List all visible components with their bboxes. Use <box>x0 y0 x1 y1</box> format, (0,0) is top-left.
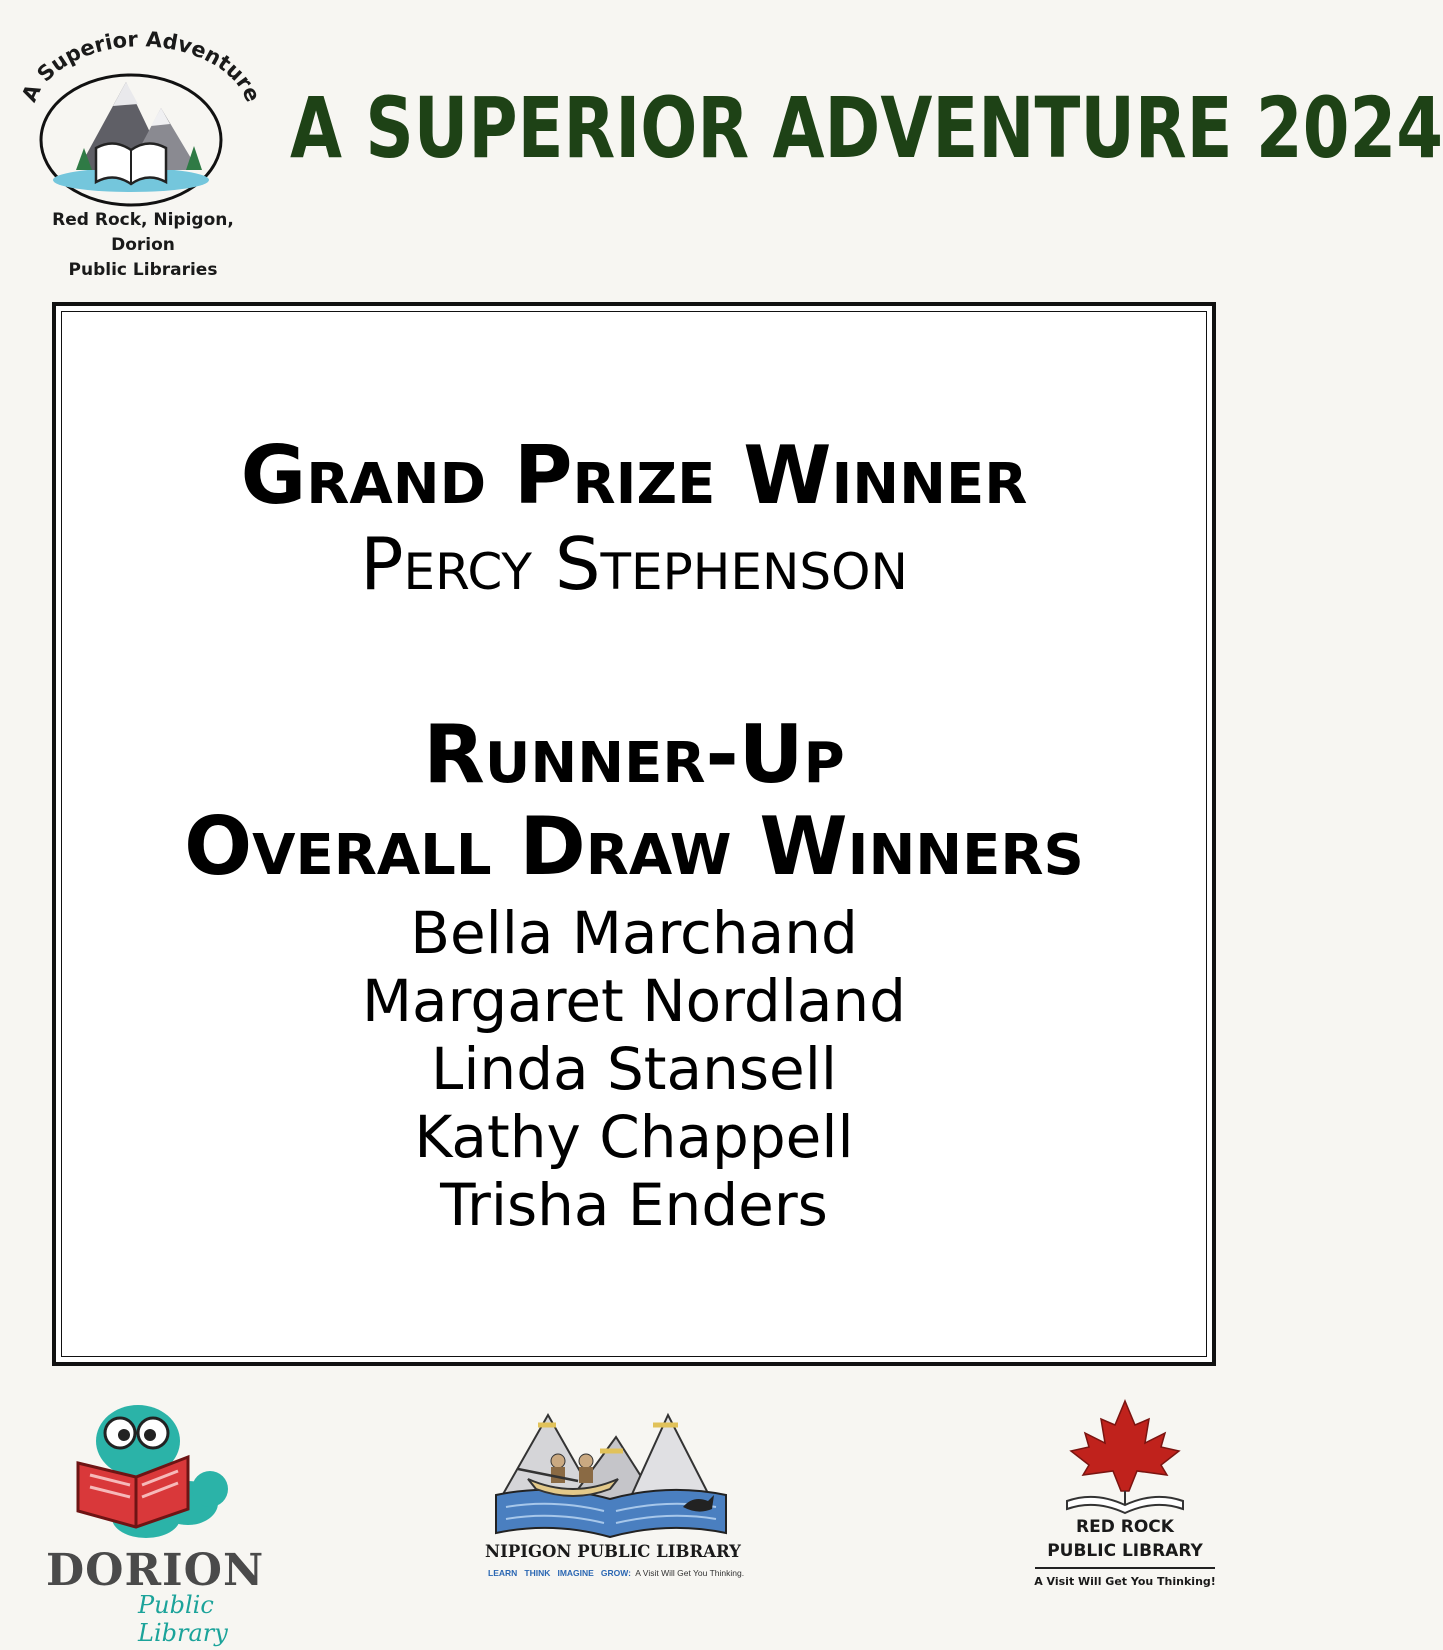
winners-panel-inner <box>61 311 1207 1357</box>
runner-up-winners-list <box>62 899 1206 1239</box>
tagline-word: IMAGINE <box>557 1568 594 1578</box>
runner-up-winner: Margaret Nordland <box>362 967 906 1035</box>
logo-arc-text: A Superior Adventure <box>18 27 266 106</box>
redrock-name-line1: RED ROCK <box>1076 1517 1174 1537</box>
superior-adventure-logo <box>18 20 268 280</box>
logo-caption-line2: Public Libraries <box>68 260 218 280</box>
nipigon-library-tagline <box>488 1568 748 1578</box>
bookworm-mascot-icon <box>38 1393 258 1543</box>
logo-caption-line1: Red Rock, Nipigon, Dorion <box>52 210 234 255</box>
canoe-mountains-book-icon <box>478 1395 748 1540</box>
redrock-divider <box>1035 1567 1215 1569</box>
dorion-library-logo <box>38 1393 265 1647</box>
grand-prize-heading: Grand Prize Winner <box>240 429 1028 522</box>
grand-prize-section <box>62 430 1206 606</box>
tagline-tail: A Visit Will Get You Thinking. <box>635 1568 745 1578</box>
redrock-library-name <box>1025 1515 1225 1563</box>
runner-up-winner: Linda Stansell <box>431 1035 837 1103</box>
runner-up-winner: Trisha Enders <box>440 1171 828 1239</box>
nipigon-library-logo <box>478 1395 748 1595</box>
runner-up-winner: Bella Marchand <box>410 899 858 967</box>
maple-leaf-book-icon <box>1025 1395 1225 1515</box>
tagline-word: GROW: <box>600 1568 631 1578</box>
runner-up-section <box>62 709 1206 1239</box>
redrock-library-logo <box>1025 1395 1225 1605</box>
mountain-book-emblem-icon <box>18 20 268 210</box>
runner-up-heading-line2: Overall Draw Winners <box>184 800 1084 893</box>
dorion-library-subtitle: Public Library <box>138 1591 228 1647</box>
runner-up-heading-line1: Runner-Up <box>423 708 845 801</box>
tagline-word: LEARN <box>488 1568 518 1578</box>
winners-panel <box>52 302 1216 1366</box>
redrock-name-line2: PUBLIC LIBRARY <box>1047 1541 1203 1561</box>
grand-prize-winner: Percy Stephenson <box>360 522 908 606</box>
nipigon-library-name: NIPIGON PUBLIC LIBRARY <box>485 1542 741 1561</box>
logo-caption <box>18 208 268 283</box>
runner-up-winner: Kathy Chappell <box>414 1103 854 1171</box>
redrock-library-tagline: A Visit Will Get You Thinking! <box>1034 1575 1216 1588</box>
page-title: A SUPERIOR ADVENTURE 2024 <box>290 79 1443 177</box>
tagline-word: THINK <box>524 1568 551 1578</box>
dorion-library-name: DORION <box>46 1545 265 1596</box>
